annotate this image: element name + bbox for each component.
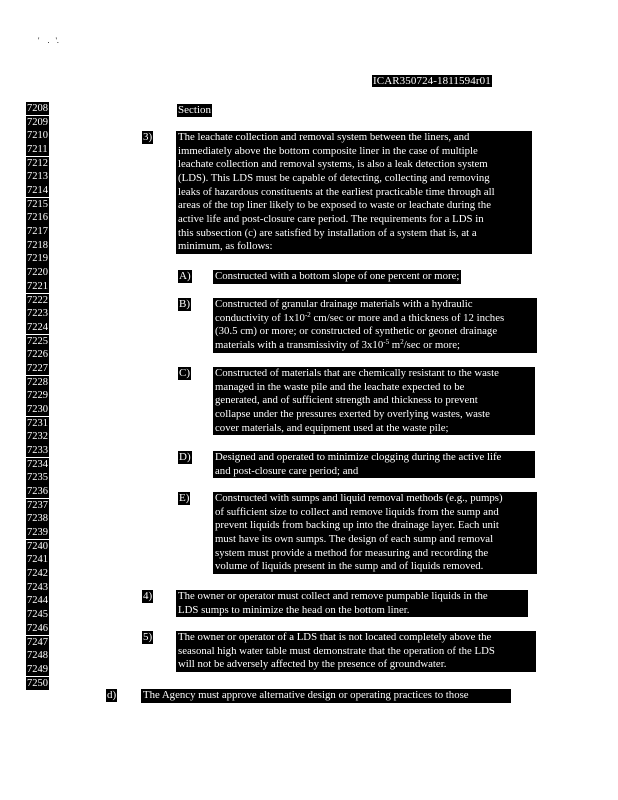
- text-line: managed in the waste pile and the leachate expected to be: [215, 380, 465, 393]
- item-label-3: 3): [143, 131, 153, 143]
- text-line: cover materials, and equipment used at the waste pile;: [215, 421, 449, 434]
- line-number: 7244: [27, 595, 48, 607]
- line-number: 7214: [27, 185, 48, 197]
- paragraph-c: [213, 367, 535, 435]
- item-label-4: 4): [143, 590, 153, 602]
- text-line: immediately above the bottom composite liner in the case of multiple: [178, 144, 478, 157]
- scan-speck: ' . '.: [38, 36, 59, 45]
- item-label-d-lower: d): [107, 689, 117, 701]
- line-number: 7234: [27, 458, 48, 470]
- paragraph-4: [176, 590, 528, 617]
- text-line: The owner or operator of a LDS that is not located completely above the: [178, 631, 492, 643]
- text-line: areas of the top liner likely to be exposed to waste or leachate during the: [178, 199, 491, 212]
- item-label-b: B): [179, 298, 190, 310]
- line-number: 7232: [27, 431, 48, 443]
- text-line: The owner or operator must collect and remove pumpable liquids in the: [178, 590, 488, 602]
- line-number: 7246: [27, 622, 48, 634]
- text-line: Constructed with a bottom slope of one percent or more;: [215, 270, 460, 282]
- paragraph-a: [213, 270, 461, 284]
- line-number: 7239: [27, 527, 48, 539]
- item-label-5: 5): [143, 631, 153, 643]
- line-number: 7227: [27, 362, 48, 374]
- text-line: (30.5 cm) or more; or constructed of synthetic or geonet drainage: [215, 325, 498, 338]
- line-number: 7212: [27, 157, 48, 169]
- text-line: volume of liquids present in the sump and of liquids removed.: [215, 560, 484, 573]
- line-number: 7250: [27, 677, 48, 689]
- text-line: Constructed of granular drainage materials with a hydraulic: [215, 298, 473, 310]
- line-number: 7235: [27, 472, 48, 484]
- item-label-a: A): [179, 270, 191, 282]
- line-number: 7242: [27, 568, 48, 580]
- text-line: and post-closure care period; and: [215, 464, 359, 477]
- line-number: 7218: [27, 239, 48, 251]
- line-number: 7222: [27, 294, 48, 306]
- header-id: ICAR350724-1811594r01: [373, 75, 491, 87]
- line-number: 7209: [27, 116, 48, 128]
- paragraph-3: [176, 131, 532, 254]
- line-number: 7211: [27, 144, 48, 156]
- line-number: 7221: [27, 280, 48, 292]
- line-number: 7245: [27, 609, 48, 621]
- text-line: collapse under the pressures exerted by overlying wastes, waste: [215, 407, 490, 420]
- text-line: leaks of hazardous constituents at the earliest practicable time through all: [178, 185, 495, 198]
- text-line: Constructed of materials that are chemically resistant to the waste: [215, 367, 499, 379]
- item-label-d: D): [179, 451, 191, 463]
- text-line: (LDS). This LDS must be capable of detecting, collecting and removing: [178, 171, 490, 184]
- text-line: The Agency must approve alternative design or operating practices to those: [143, 689, 469, 701]
- line-number: 7248: [27, 650, 48, 662]
- line-number: 7225: [27, 335, 48, 347]
- line-number: 7237: [27, 499, 48, 511]
- text-line: of sufficient size to collect and remove liquids from the sump and: [215, 505, 499, 518]
- text-line: active life and post-closure care period. The requirements for a LDS in: [178, 212, 484, 225]
- text-line: leachate collection and removal systems, is also a leak detection system: [178, 158, 488, 171]
- line-number: 7210: [27, 130, 48, 142]
- line-number: 7220: [27, 267, 48, 279]
- line-number: 7249: [27, 663, 48, 675]
- line-number: 7215: [27, 198, 48, 210]
- item-label-c: C): [179, 367, 190, 379]
- paragraph-e: [213, 492, 537, 574]
- line-number: 7229: [27, 390, 48, 402]
- line-number: 7247: [27, 636, 48, 648]
- section-label: Section: [178, 104, 211, 116]
- line-number: 7226: [27, 349, 48, 361]
- paragraph-d-lower: [141, 689, 511, 703]
- document-header: [372, 75, 492, 87]
- text-line: seasonal high water table must demonstrate that the operation of the LDS: [178, 644, 495, 657]
- paragraph-d: [213, 451, 535, 478]
- text-line: materials with a transmissivity of $3x10^{-5}$ $m^2/\sec$ or more;: [215, 337, 461, 351]
- text-line: Constructed with sumps and liquid removal methods (e.g., pumps): [215, 492, 503, 504]
- line-number: 7238: [27, 513, 48, 525]
- line-number: 7224: [27, 321, 48, 333]
- line-number: 7217: [27, 226, 48, 238]
- line-number: 7240: [27, 540, 48, 552]
- text-line: this subsection (c) are satisfied by installation of a system that is, at a: [178, 226, 477, 239]
- line-number: 7228: [27, 376, 48, 388]
- line-number: 7241: [27, 554, 48, 566]
- line-number: 7216: [27, 212, 48, 224]
- text-line: Designed and operated to minimize clogging during the active life: [215, 451, 502, 463]
- text-line: LDS sumps to minimize the head on the bottom liner.: [178, 603, 410, 616]
- text-line: minimum, as follows:: [178, 240, 273, 253]
- line-number: 7213: [27, 171, 48, 183]
- line-number: 7236: [27, 486, 48, 498]
- paragraph-5: [176, 631, 536, 672]
- line-number: 7208: [27, 103, 48, 114]
- text-line: must have its own sumps. The design of each sump and removal: [215, 532, 494, 545]
- text-line: prevent liquids from backing up into the drainage layer. Each unit: [215, 519, 499, 532]
- text-line: conductivity of $1x10^{-2}$ cm/sec or more and a thickness of 12 inches: [215, 310, 505, 324]
- item-label-e: E): [179, 492, 190, 504]
- paragraph-b: [213, 298, 537, 353]
- text-line: system must provide a method for measuring and recording the: [215, 546, 489, 559]
- line-number: 7219: [27, 253, 48, 265]
- text-line: generated, and of sufficient strength and thickness to prevent: [215, 394, 478, 407]
- line-number: 7223: [27, 308, 48, 320]
- line-number: 7230: [27, 403, 48, 415]
- text-line: will not be adversely affected by the presence of groundwater.: [178, 658, 447, 671]
- line-number: 7243: [27, 581, 48, 593]
- line-number: 7231: [27, 417, 48, 429]
- line-number: 7233: [27, 445, 48, 456]
- text-line: The leachate collection and removal system between the liners, and: [178, 131, 470, 143]
